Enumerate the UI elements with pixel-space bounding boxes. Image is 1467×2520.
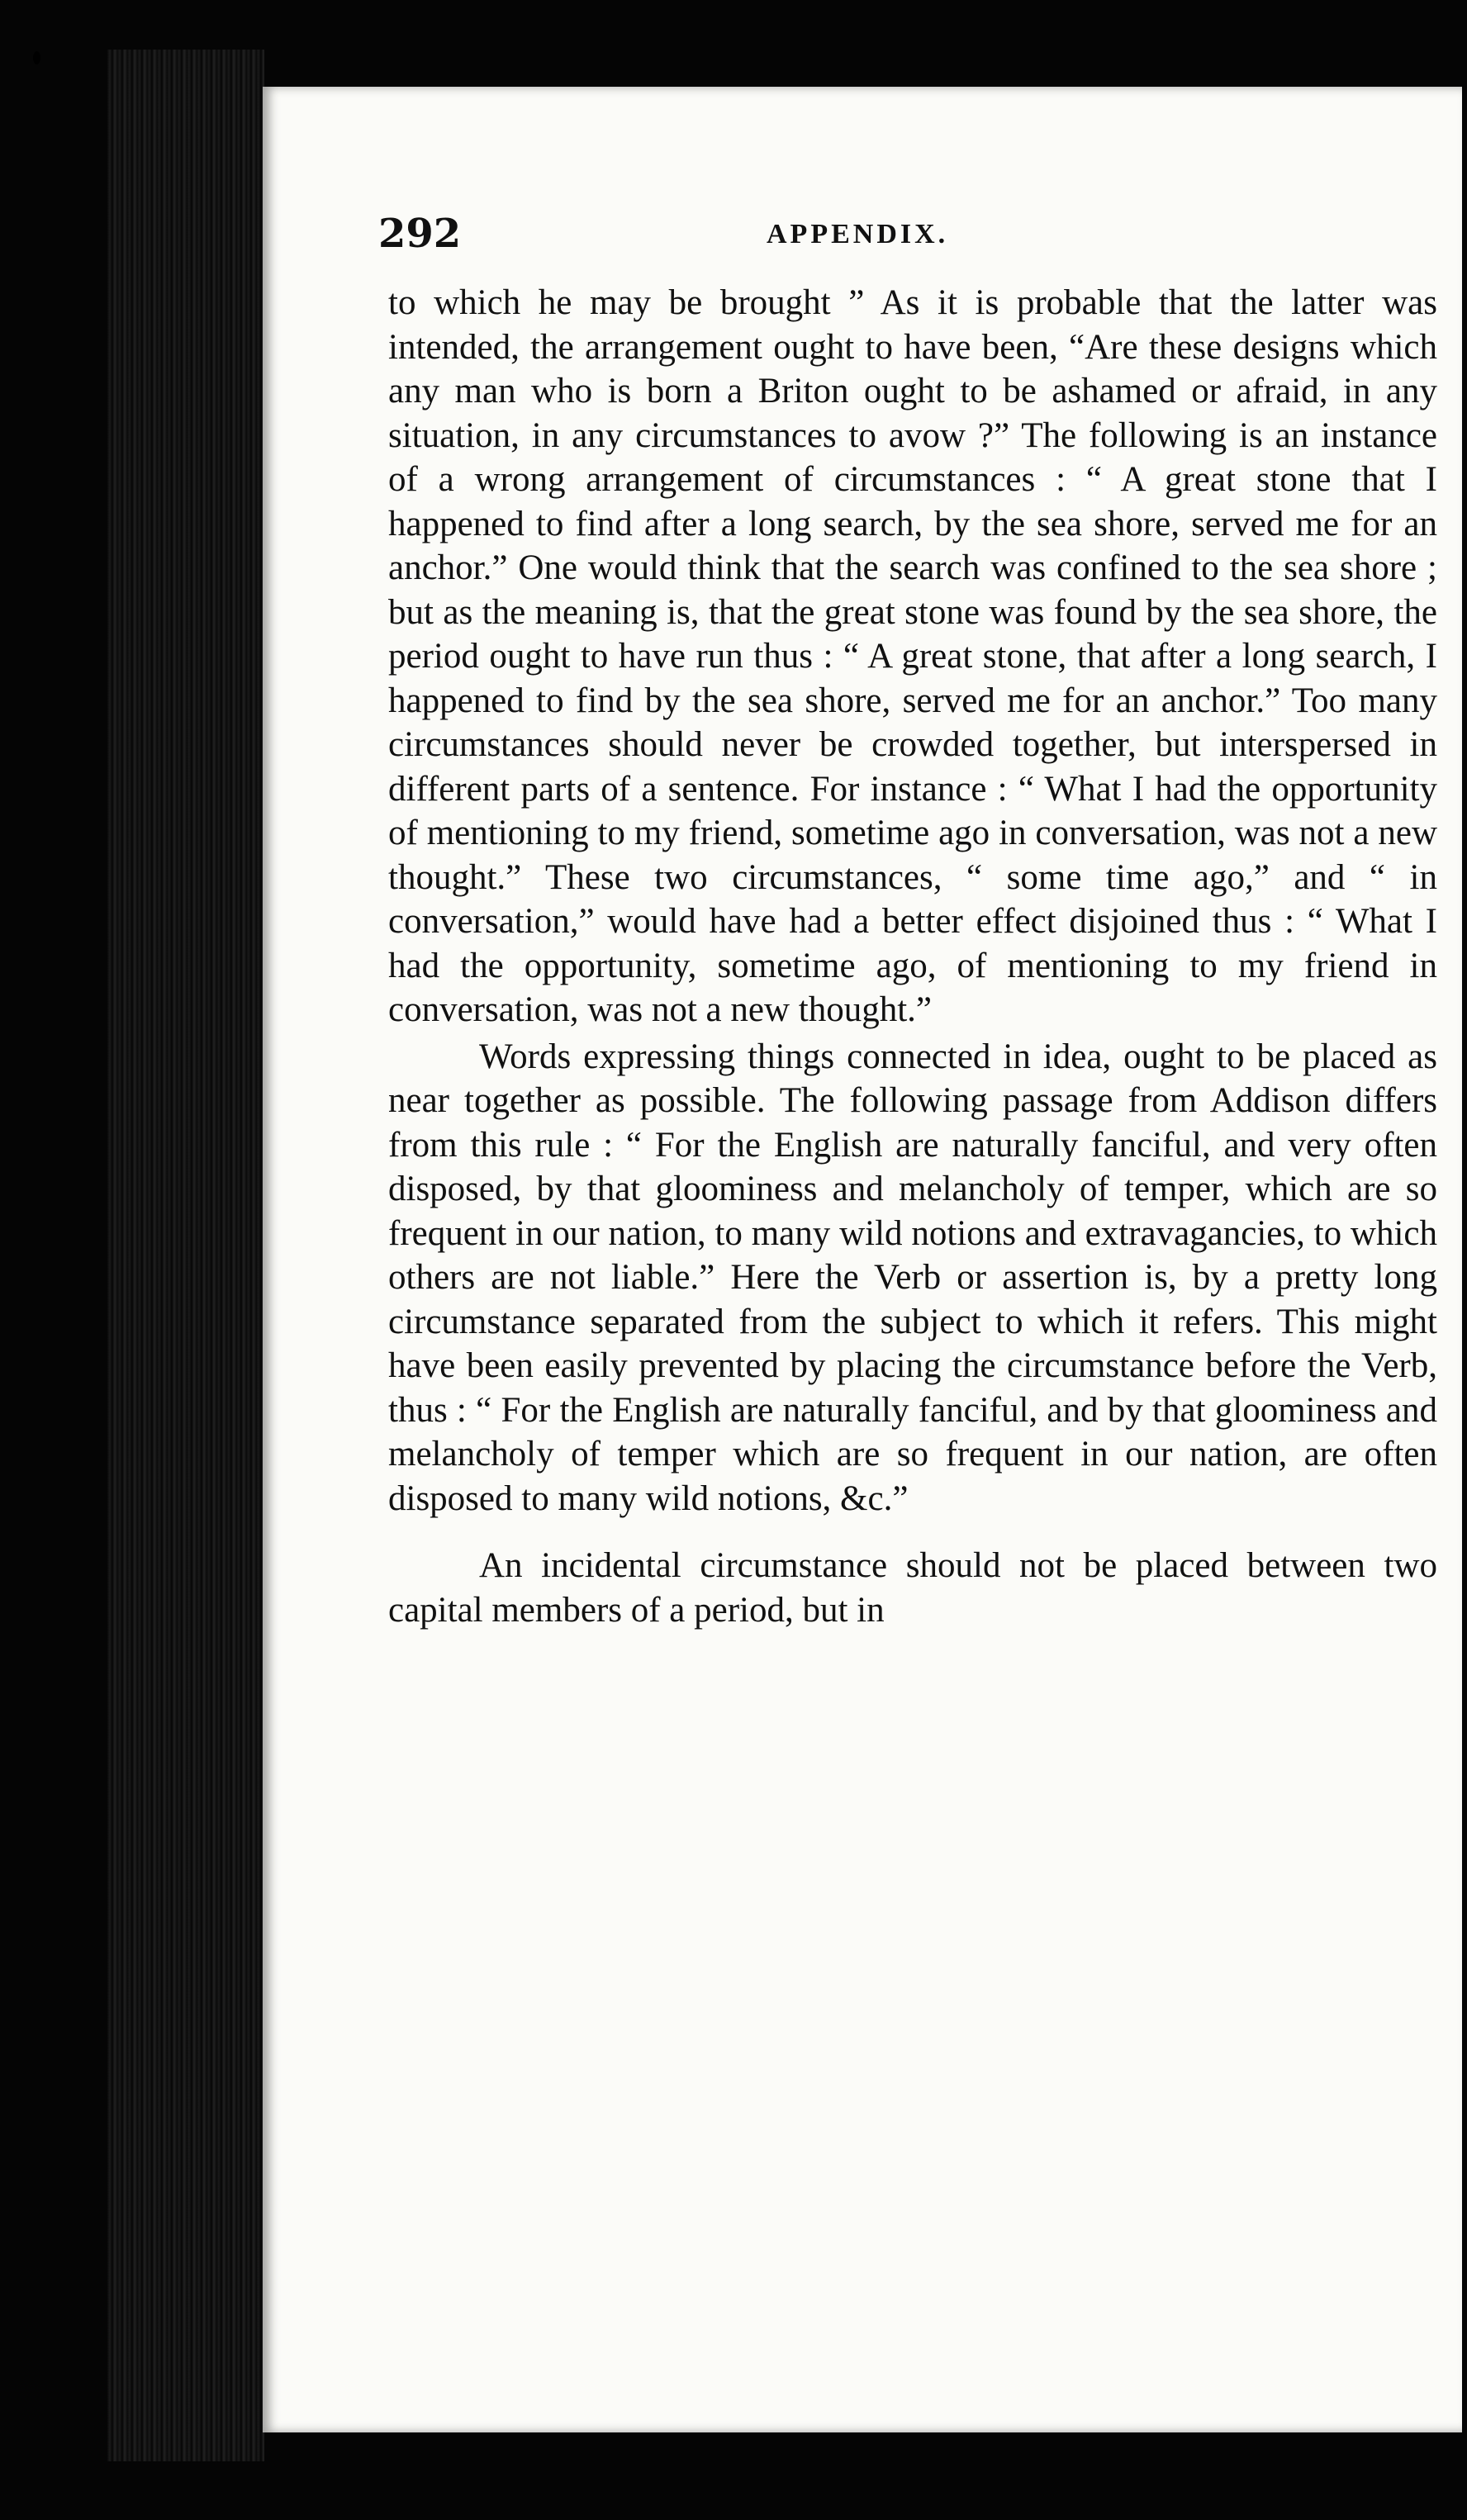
running-title: APPENDIX. <box>767 219 949 249</box>
page-number: 292 <box>378 211 462 257</box>
running-head <box>378 211 1379 268</box>
scan-speck <box>33 51 40 64</box>
book-spine <box>107 50 264 2461</box>
paragraph: Words expressing things connected in idea, ought to be placed as near together as possible. The following passage from Addison differs from this rule : “ For the English are naturally fanciful, and very often disposed, by that gloominess and melancholy of temper, which are so frequent in our nation, to many wild notions and extravagancies, to which others are not liable.” Here the Verb or assertion is, by a pretty long circumstance separated from the subject to which it refers. This might have been easily prevented by placing the circumstance before the Verb, thus : “ For the English are naturally fanciful, and by that gloominess and melancholy of temper which are so frequent in our nation, are often disposed to many wild notions, &c.” <box>388 1037 1437 1518</box>
page-sheet <box>263 87 1462 2432</box>
paragraph: An incidental circumstance should not be placed between two capital members of a period, but in <box>388 1546 1437 1630</box>
paragraph: to which he may be brought ” As it is probable that the latter was intended, the arrangement ought to have been, “Are these designs which any man who is born a Briton ought to be ashamed or afraid, in any situation, in any circumstances to avow ?” The following is an instance of a wrong arrangement of circumstances : “ A great stone that I happened to find after a long search, by the sea shore, served me for an anchor.” One would think that the search was confined to the sea shore ; but as the meaning is, that the great stone was found by the sea shore, the period ought to have run thus : “ A great stone, that after a long search, I happened to find by the sea shore, served me for an anchor.” Too many circumstances should never be crowded together, but interspersed in different parts of a sentence. For instance : “ What I had the opportunity of mentioning to my friend, sometime ago in conversation, was not a new thought.” These two circumstances, “ some time ago,” and “ in conversation,” would have had a better effect disjoined thus : “ What I had the opportunity, sometime ago, of mentioning to my friend in conversation, was not a new thought.” <box>388 283 1437 1029</box>
body-text <box>388 281 1437 1632</box>
